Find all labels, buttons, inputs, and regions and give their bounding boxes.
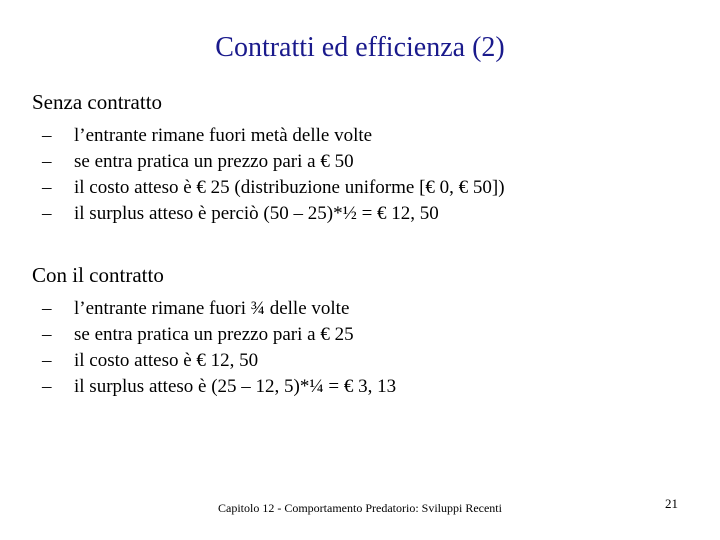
list-item-text: il surplus atteso è perciò (50 – 25)*½ = € 12, 50: [74, 203, 439, 224]
list-item: [32, 149, 692, 175]
list-item: [32, 374, 692, 400]
dash-bullet-icon: –: [42, 177, 52, 198]
section-without-contract: [32, 89, 692, 227]
list-item-text: l’entrante rimane fuori metà delle volte: [74, 125, 373, 146]
list-item: [32, 296, 692, 322]
dash-bullet-icon: –: [42, 203, 52, 224]
slide-footer: Capitolo 12 - Comportamento Predatorio: Sviluppi Recenti: [218, 501, 502, 515]
list-item-text: se entra pratica un prezzo pari a € 50: [74, 151, 354, 172]
section-with-contract: [32, 262, 692, 400]
slide-title: Contratti ed efficienza (2): [215, 32, 505, 63]
list-item-text: l’entrante rimane fuori ¾ delle volte: [74, 298, 350, 319]
list-item-text: il costo atteso è € 25 (distribuzione uniforme [€ 0, € 50]): [74, 177, 505, 198]
dash-bullet-icon: –: [42, 350, 52, 371]
dash-bullet-icon: –: [42, 151, 52, 172]
section-heading: Con il contratto: [32, 263, 164, 287]
page-number: 21: [665, 496, 678, 511]
list-item-text: il surplus atteso è (25 – 12, 5)*¼ = € 3, 13: [74, 376, 397, 397]
dash-bullet-icon: –: [42, 376, 52, 397]
list-item: [32, 348, 692, 374]
dash-bullet-icon: –: [42, 324, 52, 345]
list-item-text: se entra pratica un prezzo pari a € 25: [74, 324, 354, 345]
section-heading: Senza contratto: [32, 90, 163, 114]
bullet-list: [32, 296, 692, 400]
dash-bullet-icon: –: [42, 125, 52, 146]
list-item: [32, 175, 692, 201]
list-item: [32, 322, 692, 348]
list-item: [32, 123, 692, 149]
bullet-list: [32, 123, 692, 227]
list-item-text: il costo atteso è € 12, 50: [74, 350, 259, 371]
dash-bullet-icon: –: [42, 298, 52, 319]
list-item: [32, 201, 692, 227]
